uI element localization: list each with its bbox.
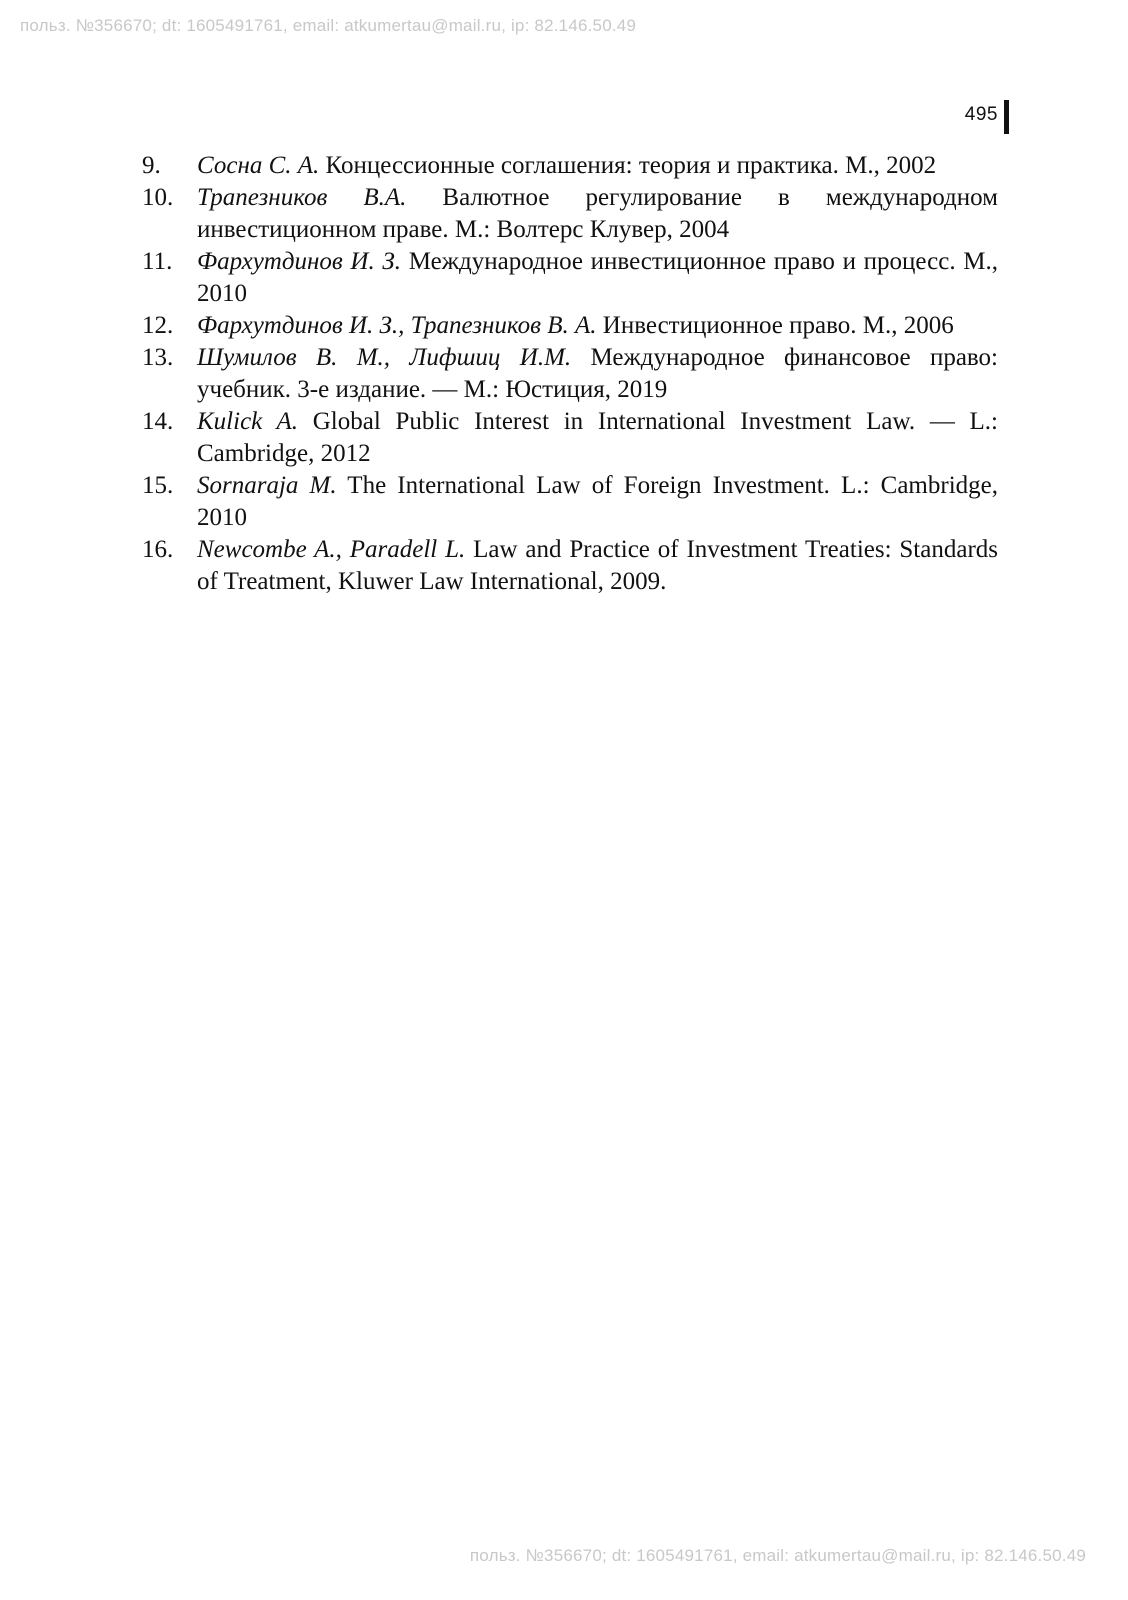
reference-number: 14. bbox=[142, 408, 174, 435]
reference-text bbox=[197, 310, 998, 342]
reference-author: Сосна С. А. bbox=[197, 152, 320, 179]
reference-text bbox=[197, 246, 998, 310]
reference-author: Sornaraja M. bbox=[197, 472, 337, 499]
reference-item bbox=[142, 310, 998, 342]
reference-number: 11. bbox=[142, 248, 173, 275]
reference-text bbox=[197, 406, 998, 470]
reference-number: 10. bbox=[142, 184, 174, 211]
reference-number: 15. bbox=[142, 472, 174, 499]
reference-author: Kulick A. bbox=[197, 408, 299, 435]
reference-text bbox=[197, 150, 998, 182]
bibliography-list bbox=[142, 150, 998, 598]
reference-details: Международное инвестиционное право и процесс. М., 2010 bbox=[197, 248, 998, 307]
reference-item bbox=[142, 182, 998, 246]
reference-text bbox=[197, 534, 998, 598]
reference-author: Трапезников В.А. bbox=[197, 184, 407, 211]
page-number-rule bbox=[1004, 100, 1009, 134]
reference-number: 13. bbox=[142, 344, 174, 371]
reference-item bbox=[142, 406, 998, 470]
page-number: 495 bbox=[964, 104, 998, 125]
reference-number: 12. bbox=[142, 312, 174, 339]
reference-text bbox=[197, 342, 998, 406]
reference-details: Law and Practice of Investment Treaties: Standards of Treatment, Kluwer Law International, 2009. bbox=[197, 536, 998, 595]
reference-item bbox=[142, 534, 998, 598]
reference-number: 16. bbox=[142, 536, 174, 563]
reference-details: Концессионные соглашения: теория и практика. М., 2002 bbox=[319, 152, 937, 179]
reference-details: Global Public Interest in International Investment Law. — L.: Cambridge, 2012 bbox=[197, 408, 998, 467]
reference-details: Валютное регулирование в международном инвестиционном праве. М.: Волтерс Клувер, 2004 bbox=[197, 184, 999, 243]
reference-author: Фархутдинов И. З. bbox=[197, 248, 402, 275]
reference-number: 9. bbox=[142, 152, 161, 179]
watermark-top: польз. №356670; dt: 1605491761, email: atkumertau@mail.ru, ip: 82.146.50.49 bbox=[20, 16, 637, 35]
reference-details: The International Law of Foreign Investment. L.: Cambridge, 2010 bbox=[197, 472, 998, 531]
reference-author: Шумилов В. М., Лифшиц И.М. bbox=[197, 344, 572, 371]
reference-item bbox=[142, 470, 998, 534]
reference-text bbox=[197, 470, 998, 534]
reference-author: Newcombe A., Paradell L. bbox=[197, 536, 466, 563]
watermark-bottom: польз. №356670; dt: 1605491761, email: atkumertau@mail.ru, ip: 82.146.50.49 bbox=[469, 1546, 1086, 1565]
reference-text bbox=[197, 182, 998, 246]
reference-item bbox=[142, 246, 998, 310]
reference-details: Международное финансовое право: учебник. 3-е издание. — М.: Юстиция, 2019 bbox=[197, 344, 998, 403]
reference-item bbox=[142, 342, 998, 406]
reference-item bbox=[142, 150, 998, 182]
reference-author: Фархутдинов И. З., Трапезников В. А. bbox=[197, 312, 597, 339]
reference-details: Инвестиционное право. М., 2006 bbox=[596, 312, 954, 339]
